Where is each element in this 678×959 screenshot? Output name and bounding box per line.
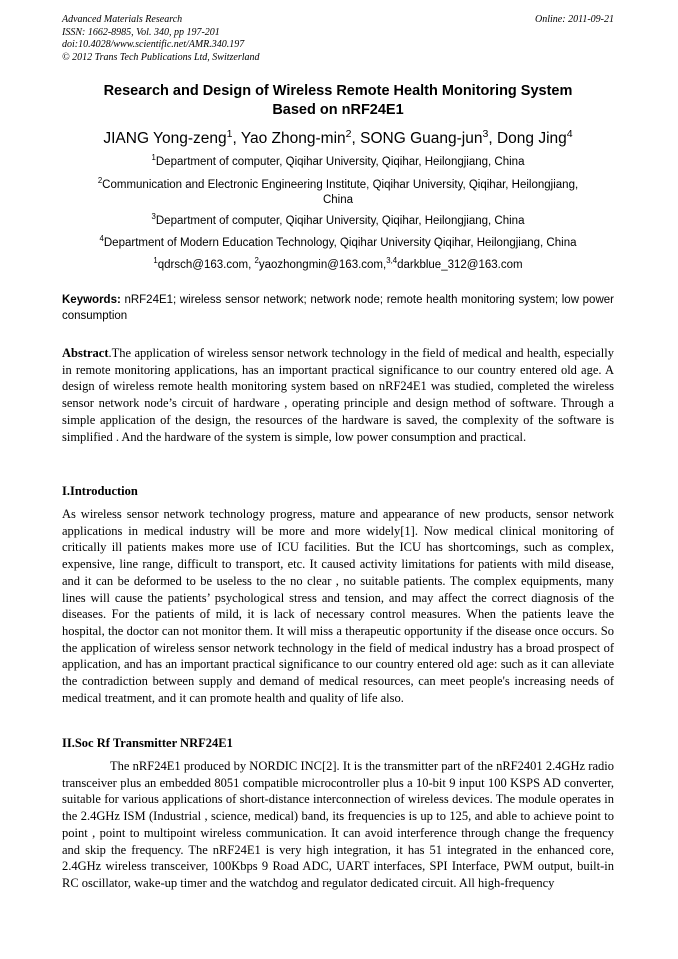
author-sup: 1 bbox=[226, 127, 233, 140]
section-heading-nrf24e1: II.Soc Rf Transmitter NRF24E1 bbox=[62, 736, 233, 750]
online-date: Online: 2011-09-21 bbox=[535, 14, 614, 25]
author-name: SONG Guang-jun bbox=[360, 130, 483, 147]
abstract bbox=[62, 345, 614, 445]
journal-name: Advanced Materials Research bbox=[62, 14, 183, 25]
introduction-text: As wireless sensor network technology progress, mature and appearance of new products, sensor network applications in medical industry will be more and more widely[1]. Now medical clinical monitoring of critically ill patients makes more use of ICU facilities. But the ICU has shortcomings, such as complex, expensive, line range, difficult to transport, etc. It caused activity limitations for patients with mild disease, and it can be deformed to be useless to the no clear , no suitable patients. The complex equipments, many lines will cause the patients’ psychological stress and tension, and may affect the correct diagnosis of the diseases. For the patients of mild, it is lack of necessary control measures. When the patients leave the hospital, the doctor can not monitor them. It will miss a therapeutic opportunity if the disease once occurs. So the application of wireless sensor network technology in the field of medical industry has a broad prospect of application, and has an important practical significance to our country entered old age: such as it can alleviate the contradiction between supply and demand of medical resources, can meet people's increasing needs of medical treatment, and it can promote health and quality of life also. bbox=[62, 507, 614, 705]
keywords-text: nRF24E1; wireless sensor network; network node; remote health monitoring system; low power consumption bbox=[62, 294, 614, 322]
journal-header bbox=[62, 14, 260, 64]
abstract-label: Abstract bbox=[62, 346, 109, 360]
keywords-label: Keywords: bbox=[62, 294, 121, 306]
abstract-text: .The application of wireless sensor network technology in the field of medical and health, especially in remote monitoring applications, has an important practical significance to our country entered old age. A design of wireless remote health monitoring system based on nRF24E1 was studied, completed the wireless sensor network node’s circuit of hardware , operating principle and design method of software. Through a simple application of the design, the resources of the hardware is saved, the complexity of the software is simplified . And the hardware of the system is simple, low power consumption and practical. bbox=[62, 346, 614, 444]
nrf24e1-text: The nRF24E1 produced by NORDIC INC[2]. It is the transmitter part of the nRF2401 2.4GHz radio transceiver plus an embedded 8051 compatible microcontroller plus a 10-bit 9 input 100 KSPS AD converter, suitable for various applications of short-distance interconnection of wireless devices. The module operates in the 2.4GHz ISM (Industrial , science, medical) band, its frequencies is up to 125, and able to achieve point to point , point to multipoint wireless communication. It can avoid interference through change the frequency and skip the frequency. The nRF24E1 is very high integration, it has 51 integrated in the enhanced core, 2.4GHz wireless transceiver, 100Kbps 9 Road ADC, UART interfaces, SPI Interface, PWM output, built-in RC oscillator, wake-up timer and the watchdog and regulator dedicated circuit. All high-frequency bbox=[62, 759, 614, 890]
issn: ISSN: 1662-8985, Vol. 340, pp 197-201 bbox=[62, 26, 220, 38]
paper-title bbox=[62, 82, 614, 119]
email-link[interactable]: darkblue_312@163.com bbox=[397, 259, 523, 271]
author-sup: 4 bbox=[566, 127, 573, 140]
keywords bbox=[62, 293, 614, 324]
email-link[interactable]: qdrsch@163.com, bbox=[157, 259, 255, 271]
author-sup: 2 bbox=[345, 127, 352, 140]
email-link[interactable]: yaozhongmin@163.com, bbox=[258, 259, 387, 271]
section-heading-introduction: I.Introduction bbox=[62, 484, 138, 498]
affiliation-4: $^4$Department of Modern Education Technology, Qiqihar University Qiqihar, Heilongjiang, China bbox=[99, 234, 577, 249]
affiliation-3: $^3$Department of computer, Qiqihar University, Qiqihar, Heilongjiang, China bbox=[151, 212, 525, 227]
title-line-2: Based on nRF24E1 bbox=[272, 101, 404, 118]
affiliation-1: $^1$Department of computer, Qiqihar University, Qiqihar, Heilongjiang, China bbox=[151, 153, 525, 168]
author-name: JIANG Yong-zeng bbox=[103, 130, 227, 147]
copyright: © 2012 Trans Tech Publications Ltd, Switzerland bbox=[62, 51, 260, 63]
author-list: JIANG Yong-zeng$^1$, Yao Zhong-$\min^2$, SONG Guang-jun$^3$, Dong Jing$^4$ bbox=[103, 127, 573, 147]
author-name: Yao Zhong-min bbox=[240, 130, 346, 147]
affiliation-2: $^2$Communication and Electronic Engineering Institute, Qiqihar University, Qiqihar, Heilongjiang, China bbox=[97, 176, 579, 206]
title-line-1: Research and Design of Wireless Remote Health Monitoring System bbox=[103, 83, 573, 99]
author-sup: 3 bbox=[482, 127, 489, 140]
doi: doi:10.4028/www.scientific.net/AMR.340.197 bbox=[62, 39, 245, 50]
author-emails: $^1$qdrsch@163.com, $^2$yaozhongmin@163.com,$^{3,4}$darkblue_312@163.com bbox=[153, 256, 523, 271]
author-name: Dong Jing bbox=[496, 130, 567, 147]
